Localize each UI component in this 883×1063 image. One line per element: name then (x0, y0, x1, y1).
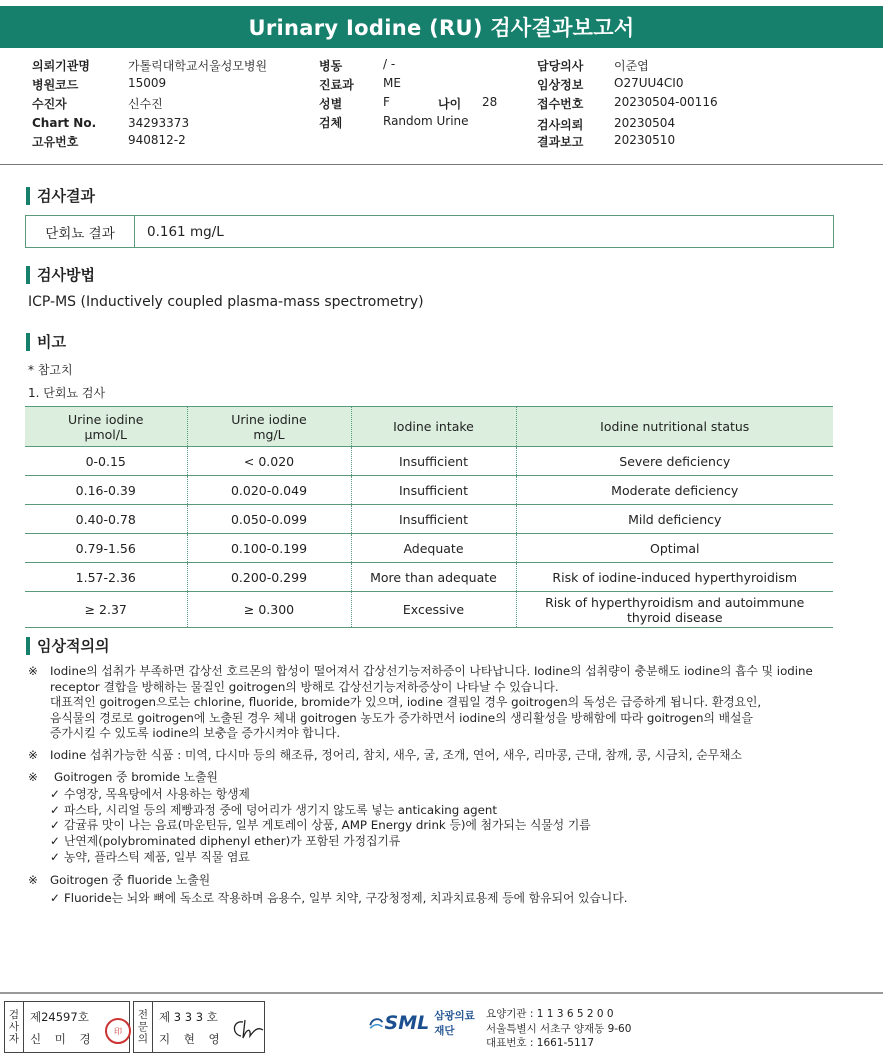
value-test-request-date: 20230504 (614, 116, 676, 130)
check-icon: ✓ (50, 890, 60, 905)
result-label: 단회뇨 결과 (26, 216, 135, 247)
value-unique-number: 940812-2 (128, 133, 186, 147)
header-urine-iodine-mg (187, 407, 351, 447)
list-item (28, 818, 848, 834)
table-cell: Optimal (516, 534, 833, 563)
list-item (28, 850, 848, 866)
value-specimen: Random Urine (383, 114, 469, 128)
bromide-sources (28, 770, 848, 786)
table-cell: 0-0.15 (25, 447, 187, 476)
table-cell: Excessive (351, 592, 516, 628)
check-icon: ✓ (50, 833, 60, 848)
list-item (28, 803, 848, 819)
table-cell: 0.40-0.78 (25, 505, 187, 534)
side-char: 전 (137, 1009, 149, 1021)
table-cell: 1.57-2.36 (25, 563, 187, 592)
paragraph-line: Iodine의 섭취가 부족하면 갑상선 호르몬의 합성이 떨어져서 갑상선기능저하증이 나타납니다. Iodine의 섭취량이 충분해도 iodine의 흡수 및 iodine (50, 664, 813, 678)
logo-mark-icon (368, 1012, 385, 1034)
value-report-date: 20230510 (614, 133, 676, 147)
label-chart-no: Chart No. (32, 116, 97, 130)
label-requesting-institution: 의뢰기관명 (32, 59, 90, 73)
side-char: 사 (8, 1021, 20, 1033)
result-value: 0.161 mg/L (147, 223, 224, 240)
reference-table (25, 406, 833, 628)
address-line: 서울특별시 서초구 양재동 9-60 (486, 1022, 632, 1035)
reference-mark-icon: ※ (28, 664, 38, 678)
table-cell: 0.020-0.049 (187, 476, 351, 505)
table-cell: Mild deficiency (516, 505, 833, 534)
table-cell: Moderate deficiency (516, 476, 833, 505)
header-divider (0, 164, 883, 165)
list-item-text: 농약, 플라스틱 제품, 일부 직물 염료 (64, 849, 250, 864)
side-char: 자 (8, 1033, 20, 1045)
value-sex: F (383, 95, 390, 109)
seal-icon: 印 (105, 1018, 131, 1044)
label-test-request-date: 검사의뢰 (537, 118, 584, 132)
section-title-clinical-significance: 임상적의의 (26, 637, 109, 655)
list-item-text: 파스타, 시리얼 등의 제빵과정 중에 덩어리가 생기지 않도록 넣는 anticaking agent (64, 802, 498, 817)
reference-mark-icon: ※ (28, 873, 38, 888)
table-row (25, 447, 833, 476)
list-item-text: 수영장, 목욕탕에서 사용하는 항생제 (64, 787, 250, 802)
table-cell: Risk of iodine-induced hyperthyroidism (516, 563, 833, 592)
value-department: ME (383, 76, 401, 90)
examiner-side-label (5, 1002, 24, 1052)
label-report-date: 결과보고 (537, 135, 584, 149)
label-hospital-code: 병원코드 (32, 78, 79, 92)
header-urine-iodine-umol (25, 407, 187, 447)
check-icon: ✓ (50, 818, 60, 833)
value-patient: 신수진 (128, 97, 163, 111)
table-cell: More than adequate (351, 563, 516, 592)
label-unique-number: 고유번호 (32, 135, 79, 149)
address-line: 대표번호 : 1661-5117 (486, 1037, 595, 1049)
examiner-signature-box (4, 1001, 130, 1053)
method-text: ICP-MS (Inductively coupled plasma-mass spectrometry) (28, 294, 424, 310)
fluoride-title: Goitrogen 중 fluoride 노출원 (50, 873, 211, 888)
paragraph-line: Iodine 섭취가능한 식품 : 미역, 다시마 등의 해조류, 정어리, 참치, 새우, 굴, 조개, 연어, 새우, 리마콩, 근대, 참깨, 콩, 시금치, 순무채소 (50, 747, 742, 762)
section-title-method: 검사방법 (26, 266, 95, 284)
specialist-name: 지 현 영 (159, 1032, 225, 1046)
paragraph-line: receptor 결합을 방해하는 물질인 goitrogen의 방해로 갑상선기능저하증상이 나타날 수 있습니다. (50, 679, 559, 694)
examiner-name: 신 미 경 (30, 1032, 96, 1046)
table-cell: 0.79-1.56 (25, 534, 187, 563)
label-sex: 성별 (319, 97, 343, 111)
table-cell (516, 592, 833, 628)
label-clinical-info: 임상정보 (537, 78, 584, 92)
list-item (28, 834, 848, 850)
paragraph-line: 대표적인 goitrogen으로는 chlorine, fluoride, bromide가 있으며, iodine 결핍일 경우 goitrogen의 독성은 급증하게 됩니다. 환경요인, (50, 695, 762, 710)
side-char: 의 (137, 1033, 149, 1045)
list-item-text: 난연제(polybrominated diphenyl ether)가 포함된 가정집기류 (64, 833, 401, 848)
result-box (25, 215, 834, 248)
check-icon: ✓ (50, 849, 60, 864)
address-line: 요양기관 : 1 1 3 6 5 2 0 0 (486, 1008, 614, 1020)
table-cell: 0.050-0.099 (187, 505, 351, 534)
table-cell: Severe deficiency (516, 447, 833, 476)
table-row (25, 505, 833, 534)
header-nutritional-status: Iodine nutritional status (516, 407, 833, 447)
paragraph-line: 음식물의 경로로 goitrogen에 노출된 경우 체내 goitrogen 농도가 증가하면서 iodine의 생리활성을 방해함에 따라 goitrogen의 배설을 (50, 710, 753, 725)
handwritten-signature-icon (229, 1016, 265, 1042)
section-title-results: 검사결과 (26, 187, 95, 205)
specialist-side-label (134, 1002, 153, 1052)
bromide-title: Goitrogen 중 bromide 노출원 (54, 769, 218, 784)
table-cell: 0.100-0.199 (187, 534, 351, 563)
table-cell: Insufficient (351, 476, 516, 505)
table-cell: Adequate (351, 534, 516, 563)
logo-text: SML (384, 1012, 430, 1034)
table-header-row (25, 407, 833, 447)
reference-mark-icon: ※ (28, 769, 38, 784)
header-iodine-intake: Iodine intake (351, 407, 516, 447)
table-row (25, 592, 833, 628)
logo-organization: 삼광의료재단 (434, 1010, 475, 1037)
list-item-text: 감귤류 맛이 나는 음료(마운틴듀, 일부 게토레이 상품, AMP Energy drink 등)에 첨가되는 식물성 기름 (64, 818, 591, 833)
table-cell: ≥ 2.37 (25, 592, 187, 628)
cell-text: Risk of hyperthyroidism and autoimmune thyroid disease (545, 594, 805, 625)
table-cell: < 0.020 (187, 447, 351, 476)
header-text: Urine iodine mg/L (231, 411, 307, 442)
value-hospital-code: 15009 (128, 76, 167, 90)
table-row (25, 534, 833, 563)
fluoride-list (28, 891, 848, 907)
label-department: 진료과 (319, 78, 354, 92)
sml-logo (368, 1005, 480, 1041)
label-receipt-number: 접수번호 (537, 97, 584, 111)
table-cell: 0.16-0.39 (25, 476, 187, 505)
label-patient: 수진자 (32, 97, 67, 111)
label-specimen: 검체 (319, 116, 343, 130)
list-item (28, 787, 848, 803)
table-cell: Insufficient (351, 505, 516, 534)
specialist-license-number: 제 3 3 3 호 (159, 1010, 218, 1024)
table-cell: ≥ 0.300 (187, 592, 351, 628)
table-cell: 0.200-0.299 (187, 563, 351, 592)
address-block (486, 1007, 631, 1051)
table-row (25, 563, 833, 592)
report-title: Urinary Iodine (RU) 검사결과보고서 (0, 6, 883, 48)
value-requesting-institution: 가톨릭대학교서울성모병원 (128, 59, 268, 73)
reference-note: * 참고치 (28, 363, 73, 377)
footer-divider (0, 992, 883, 994)
section-title-remarks: 비고 (26, 333, 66, 351)
specialist-signature-box (133, 1001, 265, 1053)
check-icon: ✓ (50, 787, 60, 802)
table-cell: Insufficient (351, 447, 516, 476)
check-icon: ✓ (50, 802, 60, 817)
value-ward: / - (383, 57, 396, 71)
examiner-license-number: 제24597호 (30, 1010, 89, 1024)
label-age: 나이 (438, 97, 462, 111)
label-ward: 병동 (319, 59, 343, 73)
clinical-paragraph-1 (28, 664, 848, 742)
value-chart-no: 34293373 (128, 116, 190, 130)
header-text: Urine iodine μmol/L (68, 411, 144, 442)
patient-info-header (0, 52, 883, 164)
table-row (25, 476, 833, 505)
value-age: 28 (482, 95, 498, 109)
side-char: 문 (137, 1021, 149, 1033)
paragraph-line: 증가시킬 수 있도록 iodine의 보충을 증가시켜야 합니다. (50, 726, 341, 741)
value-receipt-number: 20230504-00116 (614, 95, 718, 109)
list-item (28, 891, 848, 907)
reference-mark-icon: ※ (28, 747, 38, 762)
bromide-list (28, 787, 848, 865)
fluoride-sources (28, 873, 848, 889)
list-item-text: Fluoride는 뇌와 뼈에 독소로 작용하며 음용수, 일부 치약, 구강청정제, 치과치료용제 등에 함유되어 있습니다. (64, 890, 628, 905)
value-attending-doctor: 이준엽 (614, 59, 649, 73)
side-char: 검 (8, 1009, 20, 1021)
reference-subtitle: 1. 단회뇨 검사 (28, 386, 106, 400)
value-clinical-info: O27UU4CI0 (614, 76, 684, 90)
clinical-paragraph-2 (28, 748, 848, 764)
clinical-text-block (28, 664, 848, 906)
label-attending-doctor: 담당의사 (537, 59, 584, 73)
